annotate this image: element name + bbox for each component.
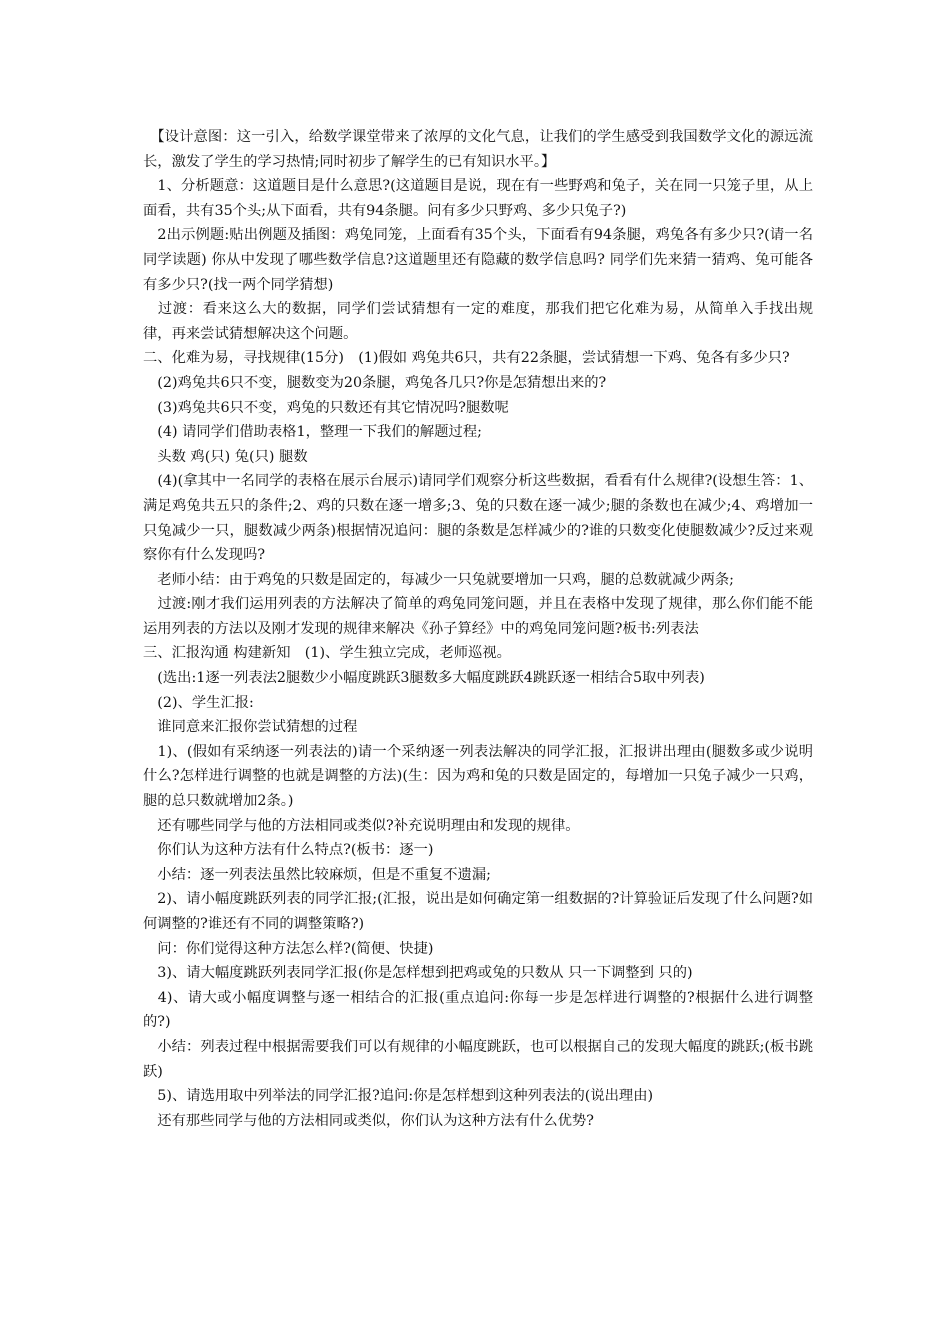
report-3-paragraph: 3)、请大幅度跳跃列表同学汇报(你是怎样想到把鸡或兔的只数从 只一下调整到 只的) [143,965,693,982]
step-4-paragraph: (4) 请同学们借助表格1，整理一下我们的解题过程; [143,424,482,441]
observation-paragraph: (4)(拿其中一名同学的表格在展示台展示)请同学们观察分析这些数据，看看有什么规律?(设想生答：1、满足鸡兔共五只的条件;2、鸡的只数在逐一增多;3、兔的只数在逐一减少;腿的条数也在减少;4、鸡增加一只兔减少一只，腿数减少两条)根据情况追问：腿的条数是怎样减少的?谁的只数变化使腿数减少?反过来观察你有什么发现吗? [143,473,813,564]
question-paragraph: 问：你们觉得这种方法怎么样?(简便、快捷) [143,940,434,957]
student-report-heading: (2)、学生汇报: [143,694,254,711]
step-2-paragraph: (2)鸡兔共6只不变，腿数变为20条腿，鸡兔各几只?你是怎猜想出来的? [143,374,607,391]
report-2-paragraph: 2)、请小幅度跳跃列表的同学汇报;(汇报，说出是如何确定第一组数据的?计算验证后发现了什么问题?如何调整的?谁还有不同的调整策略?) [143,891,813,932]
report-4-paragraph: 4)、请大或小幅度调整与逐一相结合的汇报(重点追问:你每一步是怎样进行调整的?根据什么进行调整的?) [143,989,813,1031]
document-body [143,125,813,1133]
volunteer-paragraph: 谁同意来汇报你尝试猜想的过程 [143,719,358,736]
summary-jump-paragraph: 小结：列表过程中根据需要我们可以有规律的小幅度跳跃，也可以根据自己的发现大幅度的跳跃;(板书跳跃) [143,1038,813,1080]
section-three-heading: 三、汇报沟通 构建新知 (1)、学生独立完成，老师巡视。 [143,645,511,662]
method-feature-paragraph: 你们认为这种方法有什么特点?(板书：逐一) [143,842,434,859]
transition-list-method-paragraph: 过渡:刚才我们运用列表的方法解决了简单的鸡兔同笼问题，并且在表格中发现了规律，那么你们能不能运用列表的方法以及刚才发现的规律来解决《孙子算经》中的鸡兔同笼问题?板书:列表法 [143,596,813,637]
report-1-paragraph: 1)、(假如有采纳逐一列表法的)请一个采纳逐一列表法解决的同学汇报，汇报讲出理由(腿数多或少说明什么?怎样进行调整的也就是调整的方法)(生：因为鸡和兔的只数是固定的，每增加一只兔子减少一只鸡，腿的总只数就增加2条。) [143,743,813,810]
similar-methods-paragraph: 还有哪些同学与他的方法相同或类似?补充说明理由和发现的规律。 [143,817,580,834]
example-problem-paragraph: 2出示例题:贴出例题及插图：鸡兔同笼，上面看有35个头，下面看有94条腿，鸡兔各有多少只?(请一名同学读题) 你从中发现了哪些数学信息?这道题里还有隐藏的数学信息吗? 同学们先来猜一猜鸡、兔可能各有多少只?(找一两个同学猜想) [143,227,813,293]
method-selection-paragraph: (选出:1逐一列表法2腿数少小幅度跳跃3腿数多大幅度跳跃4跳跃逐一相结合5取中列表) [143,670,705,687]
design-intent-paragraph: 【设计意图：这一引入，给数学课堂带来了浓厚的文化气息，让我们的学生感受到我国数学文化的源远流长，激发了学生的学习热情;同时初步了解学生的已有知识水平。】 [143,129,813,170]
teacher-summary-paragraph: 老师小结：由于鸡兔的只数是固定的，每减少一只兔就要增加一只鸡，腿的总数就减少两条; [143,571,734,588]
analyze-problem-paragraph: 1、分析题意：这道题目是什么意思?(这道题目是说，现在有一些野鸡和兔子，关在同一只笼子里，从上面看，共有35个头;从下面看，共有94条腿。问有多少只野鸡、多少只兔子?) [143,178,813,219]
advantage-question-paragraph: 还有那些同学与他的方法相同或类似，你们认为这种方法有什么优势? [143,1112,594,1129]
section-two-heading: 二、化难为易，寻找规律(15分) (1)假如 鸡兔共6只，共有22条腿，尝试猜想一下鸡、兔各有多少只? [143,350,790,367]
report-5-paragraph: 5)、请选用取中列举法的同学汇报?追问:你是怎样想到这种列表法的(说出理由) [143,1088,654,1105]
summary-one-by-one-paragraph: 小结：逐一列表法虽然比较麻烦，但是不重复不遗漏; [143,866,491,883]
table-header-line: 头数 鸡(只) 兔(只) 腿数 [143,448,308,465]
transition-paragraph: 过渡：看来这么大的数据，同学们尝试猜想有一定的难度，那我们把它化难为易，从简单入手找出规律，再来尝试猜想解决这个问题。 [143,301,813,342]
step-3-paragraph: (3)鸡兔共6只不变，鸡兔的只数还有其它情况吗?腿数呢 [143,399,509,416]
